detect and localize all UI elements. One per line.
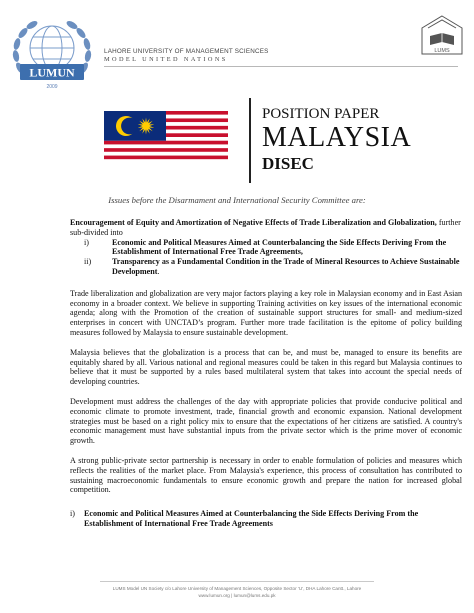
header-divider — [104, 66, 458, 67]
document-type-label: POSITION PAPER — [262, 106, 380, 122]
body-paragraph: Malaysia believes that the globalization is a process that can be, and must be, managed to ensure its benefits are equitably shared by all. Various national and regional measures could be taken in this regard but Malaysia continues to believe that it must be supported by a rules based multilateral system that takes into account the special needs of developing countries. — [70, 347, 462, 387]
subitem-number: i) — [84, 237, 89, 247]
topic-subitem — [70, 238, 462, 258]
flag-stripe — [104, 141, 228, 145]
open-book-icon — [430, 33, 454, 45]
section-number: i) — [70, 509, 75, 519]
section-heading — [70, 509, 462, 529]
topic-title: Encouragement of Equity and Amortization of Negative Effects of Trade Liberalization and Globalization, — [70, 218, 437, 227]
subitem-text: Economic and Political Measures Aimed at Counterbalancing the Side Effects Deriving From the Establishment of International Free Trade Agreements, — [112, 237, 447, 257]
body-paragraph: A strong public-private sector partnership is necessary in order to enable formulation of policies and measures which reflects the realities of the market place. From Malaysia's experience, this process of consultation has contributed to sustaining macroeconomic fundamentals to ensure economic growth and prepare the nation for increased global competition. — [70, 455, 462, 495]
lums-logo-text: LUMS — [434, 48, 450, 54]
malaysia-flag-icon — [104, 111, 228, 163]
lums-logo — [420, 14, 464, 58]
committee-name: DISEC — [262, 154, 314, 173]
subitem-number: ii) — [84, 257, 92, 267]
logo-text: LUMUN — [29, 65, 75, 80]
subitem-text — [112, 257, 462, 277]
flag-stripe — [104, 156, 228, 160]
footer-contact: www.lumun.org | lumun@lums.edu.pk — [198, 593, 276, 598]
footer — [0, 585, 474, 599]
flag-stripe — [104, 159, 228, 163]
footer-divider — [100, 581, 374, 582]
paper-body — [70, 218, 462, 529]
body-paragraph: Trade liberalization and globalization are very major factors playing a key role in Malaysian economy and in East Asian economy in a broader context. We believe in supporting Training activities on key issues of the international economic agenda; along with the Promotion of the creation of sustainable support structures for small- and medium-sized enterprises in concert with UNCTAD’s program. Further more trade facilitation is the epitome of policy building measures followed by Malaysia to ensure sustainable development. — [70, 288, 462, 337]
organization-name — [104, 48, 269, 63]
lumun-logo — [8, 12, 96, 100]
subitem-text-body: Transparency as a Fundamental Condition in the Trade of Mineral Resources to Achieve Sustainable Development — [112, 257, 460, 276]
topic-subitem — [70, 257, 462, 277]
subitem-end: . — [157, 266, 160, 276]
organization-line-1: LAHORE UNIVERSITY OF MANAGEMENT SCIENCES — [104, 48, 269, 55]
section-title: Economic and Political Measures Aimed at Counterbalancing the Side Effects Deriving From the Establishment of International Free Trade Agreements — [84, 509, 419, 528]
flag-stripe — [104, 152, 228, 156]
footer-address: LUMS Model UN Society c/o Lahore University of Management Sciences, Opposite Sector ‘U’, DHA Lahore Cantt., Lahore — [112, 586, 362, 591]
topic-suffix: further sub-divided into — [70, 218, 461, 237]
logo-year: 2009 — [46, 84, 58, 90]
flag-stripe — [104, 148, 228, 152]
body-paragraph: Development must address the challenges of the day with appropriate policies that provide conducive political and economic climate to promote investment, trade, financial growth and economic expansion. National development strategies must be based on a right policy mix to ensure that the expectations of her citizens are satisfied. A country's economic management must have substantial inputs from the private sector which is the prime mover of economic growth. — [70, 396, 462, 446]
organization-line-2: MODEL UNITED NATIONS — [104, 56, 228, 63]
topic-heading — [70, 218, 462, 238]
issues-intro: Issues before the Disarmament and International Security Committee are: — [108, 195, 366, 205]
title-divider — [249, 98, 251, 183]
country-name: MALAYSIA — [262, 122, 412, 153]
flag-stripe — [104, 144, 228, 148]
globe-icon — [30, 26, 74, 70]
